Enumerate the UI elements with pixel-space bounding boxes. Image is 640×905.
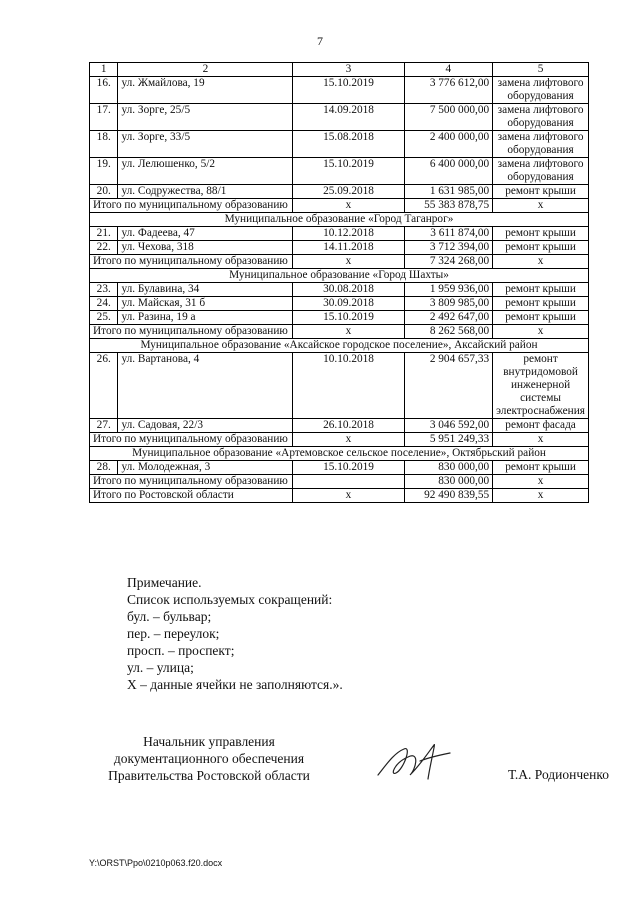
subtotal-row bbox=[90, 475, 589, 489]
table-header-row bbox=[90, 63, 589, 77]
subtotal-row bbox=[90, 255, 589, 269]
notes-item: пер. – переулок; bbox=[127, 626, 220, 641]
table-cell: ул. Чехова, 318 bbox=[118, 241, 293, 255]
table-cell: ремонт крыши bbox=[493, 185, 589, 199]
section-title: Муниципальное образование «Аксайское городское поселение», Аксайский район bbox=[90, 339, 589, 353]
table-cell: 1 959 936,00 bbox=[404, 283, 492, 297]
table-cell: x bbox=[293, 433, 404, 447]
table-cell: x bbox=[493, 475, 589, 489]
subtotal-label: Итого по муниципальному образованию bbox=[90, 199, 293, 213]
table-cell: x bbox=[493, 489, 589, 503]
table-cell: ул. Вартанова, 4 bbox=[118, 353, 293, 419]
table-cell: замена лифтового оборудования bbox=[493, 131, 589, 158]
table-cell: 92 490 839,55 bbox=[404, 489, 492, 503]
table-cell: ремонт крыши bbox=[493, 227, 589, 241]
subtotal-row bbox=[90, 433, 589, 447]
table-cell: 4 bbox=[404, 63, 492, 77]
table-cell: 3 bbox=[293, 63, 404, 77]
file-path: Y:\ORST\Ppo\0210p063.f20.docx bbox=[89, 858, 223, 868]
signatory-position bbox=[89, 733, 329, 784]
table-cell: ул. Булавина, 34 bbox=[118, 283, 293, 297]
table-row bbox=[90, 353, 589, 419]
table-cell: ремонт крыши bbox=[493, 241, 589, 255]
table-cell: 16. bbox=[90, 77, 118, 104]
table-cell: 2 904 657,33 bbox=[404, 353, 492, 419]
table-cell: ул. Жмайлова, 19 bbox=[118, 77, 293, 104]
notes-title: Примечание. bbox=[127, 575, 202, 590]
section-title: Муниципальное образование «Город Шахты» bbox=[90, 269, 589, 283]
table-cell: 5 bbox=[493, 63, 589, 77]
table-row bbox=[90, 461, 589, 475]
table-cell: 28. bbox=[90, 461, 118, 475]
table-cell: x bbox=[293, 325, 404, 339]
position-line: Правительства Ростовской области bbox=[108, 768, 310, 783]
table-row bbox=[90, 283, 589, 297]
table-cell: 26. bbox=[90, 353, 118, 419]
table-cell: замена лифтового оборудования bbox=[493, 158, 589, 185]
table-cell: 30.08.2018 bbox=[293, 283, 404, 297]
table-cell: 3 712 394,00 bbox=[404, 241, 492, 255]
table-cell: 18. bbox=[90, 131, 118, 158]
table-cell: 2 400 000,00 bbox=[404, 131, 492, 158]
section-title-row bbox=[90, 339, 589, 353]
table-cell: 15.08.2018 bbox=[293, 131, 404, 158]
subtotal-row bbox=[90, 199, 589, 213]
table-cell: ул. Лелюшенко, 5/2 bbox=[118, 158, 293, 185]
table-cell: 25. bbox=[90, 311, 118, 325]
table-cell: замена лифтового оборудования bbox=[493, 104, 589, 131]
notes-intro: Список используемых сокращений: bbox=[127, 592, 333, 607]
table-cell: замена лифтового оборудования bbox=[493, 77, 589, 104]
table-cell: 2 492 647,00 bbox=[404, 311, 492, 325]
table-cell: x bbox=[493, 325, 589, 339]
table-cell: ремонт крыши bbox=[493, 297, 589, 311]
table-cell: 10.12.2018 bbox=[293, 227, 404, 241]
notes-item: просп. – проспект; bbox=[127, 643, 235, 658]
subtotal-label: Итого по муниципальному образованию bbox=[90, 255, 293, 269]
grand-total-row bbox=[90, 489, 589, 503]
notes bbox=[127, 574, 343, 693]
objects-table bbox=[89, 62, 589, 503]
notes-item: бул. – бульвар; bbox=[127, 609, 212, 624]
table-row bbox=[90, 311, 589, 325]
table-cell: ул. Фадеева, 47 bbox=[118, 227, 293, 241]
table-cell: ремонт крыши bbox=[493, 283, 589, 297]
table-cell: 14.09.2018 bbox=[293, 104, 404, 131]
table-cell: 15.10.2019 bbox=[293, 461, 404, 475]
table-cell: 15.10.2019 bbox=[293, 77, 404, 104]
table-cell: 3 809 985,00 bbox=[404, 297, 492, 311]
table-row bbox=[90, 241, 589, 255]
table-cell: 3 776 612,00 bbox=[404, 77, 492, 104]
signature-block bbox=[89, 733, 609, 793]
section-title-row bbox=[90, 269, 589, 283]
subtotal-label: Итого по муниципальному образованию bbox=[90, 475, 293, 489]
table-row bbox=[90, 419, 589, 433]
section-title-row bbox=[90, 447, 589, 461]
grand-total-label: Итого по Ростовской области bbox=[90, 489, 293, 503]
table-cell: 23. bbox=[90, 283, 118, 297]
table-cell: 27. bbox=[90, 419, 118, 433]
table-row bbox=[90, 104, 589, 131]
table-row bbox=[90, 297, 589, 311]
table-cell bbox=[293, 475, 404, 489]
table-cell: 19. bbox=[90, 158, 118, 185]
table-cell: 6 400 000,00 bbox=[404, 158, 492, 185]
table-cell: ул. Майская, 31 б bbox=[118, 297, 293, 311]
table-cell: 17. bbox=[90, 104, 118, 131]
table-cell: x bbox=[493, 255, 589, 269]
table-cell: 20. bbox=[90, 185, 118, 199]
table-cell: 25.09.2018 bbox=[293, 185, 404, 199]
table-cell: ремонт внутридомовой инженерной системы электроснабжения bbox=[493, 353, 589, 419]
table-cell: 830 000,00 bbox=[404, 461, 492, 475]
table-cell: ул. Содружества, 88/1 bbox=[118, 185, 293, 199]
table-cell: ул. Разина, 19 а bbox=[118, 311, 293, 325]
table-cell: 30.09.2018 bbox=[293, 297, 404, 311]
table-cell: 3 046 592,00 bbox=[404, 419, 492, 433]
table-row bbox=[90, 227, 589, 241]
table-cell: ремонт крыши bbox=[493, 461, 589, 475]
position-line: Начальник управления bbox=[143, 734, 275, 749]
table-cell: 10.10.2018 bbox=[293, 353, 404, 419]
table-cell: 830 000,00 bbox=[404, 475, 492, 489]
page-number: 7 bbox=[317, 34, 323, 48]
table-row bbox=[90, 158, 589, 185]
table-row bbox=[90, 77, 589, 104]
table-cell: ремонт фасада bbox=[493, 419, 589, 433]
table-cell: 22. bbox=[90, 241, 118, 255]
signatory-name: Т.А. Родионченко bbox=[508, 767, 609, 782]
table-cell: 2 bbox=[118, 63, 293, 77]
table-cell: 14.11.2018 bbox=[293, 241, 404, 255]
table-cell: 8 262 568,00 bbox=[404, 325, 492, 339]
table-cell: x bbox=[493, 433, 589, 447]
table-cell: 21. bbox=[90, 227, 118, 241]
subtotal-label: Итого по муниципальному образованию bbox=[90, 325, 293, 339]
table-cell: 26.10.2018 bbox=[293, 419, 404, 433]
table-cell: x bbox=[293, 199, 404, 213]
notes-item: Х – данные ячейки не заполняются.». bbox=[127, 677, 343, 692]
table-cell: 15.10.2019 bbox=[293, 158, 404, 185]
table-cell: ул. Садовая, 22/3 bbox=[118, 419, 293, 433]
table-cell: 1 631 985,00 bbox=[404, 185, 492, 199]
section-title: Муниципальное образование «Артемовское сельское поселение», Октябрьский район bbox=[90, 447, 589, 461]
subtotal-label: Итого по муниципальному образованию bbox=[90, 433, 293, 447]
table-cell: ул. Зорге, 33/5 bbox=[118, 131, 293, 158]
table-row bbox=[90, 185, 589, 199]
subtotal-row bbox=[90, 325, 589, 339]
table-cell: x bbox=[493, 199, 589, 213]
table-cell: 3 611 874,00 bbox=[404, 227, 492, 241]
table-cell: 1 bbox=[90, 63, 118, 77]
table-cell: ремонт крыши bbox=[493, 311, 589, 325]
handwritten-signature bbox=[374, 735, 454, 785]
section-title-row bbox=[90, 213, 589, 227]
section-title: Муниципальное образование «Город Таганрог» bbox=[90, 213, 589, 227]
table-cell: 7 324 268,00 bbox=[404, 255, 492, 269]
position-line: документационного обеспечения bbox=[113, 751, 305, 766]
notes-item: ул. – улица; bbox=[127, 660, 194, 675]
table-cell: 55 383 878,75 bbox=[404, 199, 492, 213]
table-cell: x bbox=[293, 489, 404, 503]
table-row bbox=[90, 131, 589, 158]
table-cell: 15.10.2019 bbox=[293, 311, 404, 325]
table-cell: ул. Зорге, 25/5 bbox=[118, 104, 293, 131]
table-cell: 24. bbox=[90, 297, 118, 311]
table-cell: 7 500 000,00 bbox=[404, 104, 492, 131]
table-cell: ул. Молодежная, 3 bbox=[118, 461, 293, 475]
table-cell: 5 951 249,33 bbox=[404, 433, 492, 447]
table-cell: x bbox=[293, 255, 404, 269]
